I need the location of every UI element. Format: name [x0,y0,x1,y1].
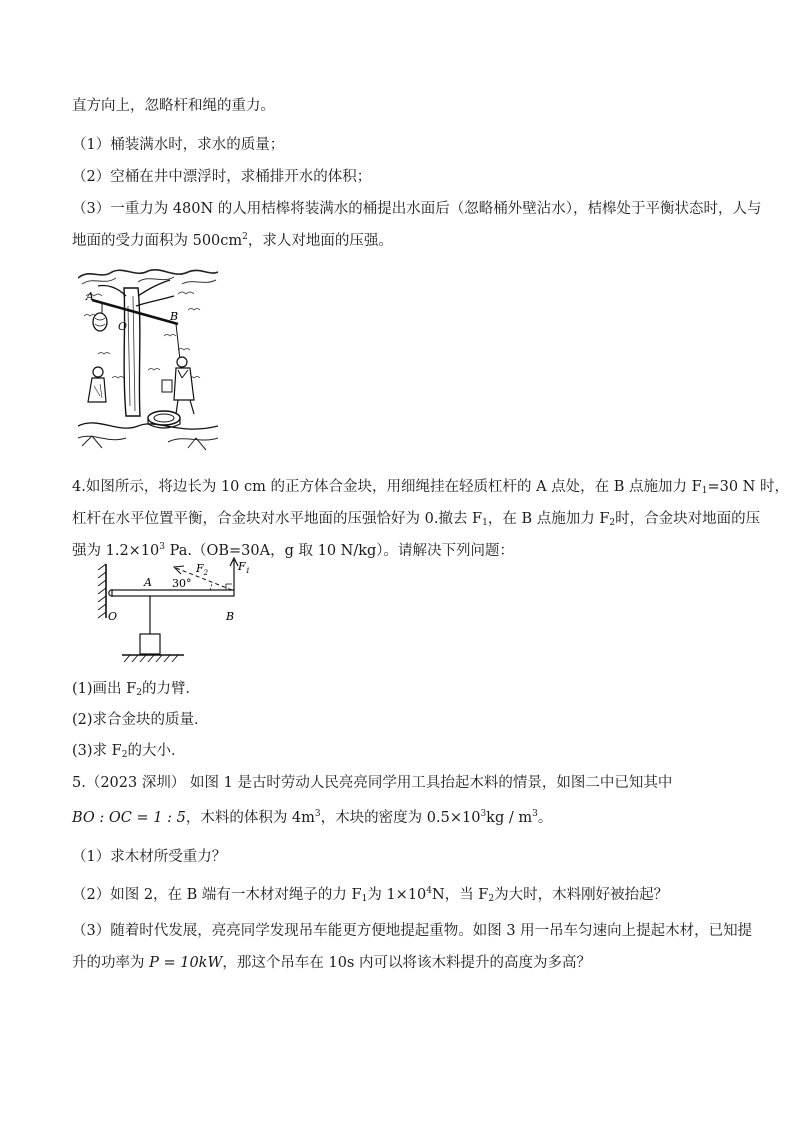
label-B: B [226,610,235,623]
label-A: A [86,290,94,303]
label-O: O [118,320,128,333]
p4-line-3: 强为 $1.2\times 10^3$ Pa.（OB=30A，g 取 10 N/kg）。请解决下列问题： [72,542,515,559]
p3-question-1: （1）桶装满水时，求水的质量； [72,137,285,153]
p3-question-2: （2）空桶在井中漂浮时，求桶排开水的体积； [72,169,372,185]
p4-sub-question-1: (1)画出 $F_2$的力臂． [72,681,200,698]
p5-question-1: （1）求木材所受重力？ [72,849,227,865]
p5-question-2: （2）如图 2，在 B 端有一木材对绳子的力 $F_1$为 $1\times 10^4N$，当 $F_2$为大时，木料刚好被抬起？ [72,886,669,904]
p5-question-3b: 升的功率为 P = 10kW，那这个吊车在 10s 内可以将该木料提升的高度为多高？ [72,955,591,971]
p5-question-3a: （3）随着时代发展，亮亮同学发现吊车能更方便地提起重物。如图 3 用一吊车匀速向上提起木材，已知提 [72,923,753,939]
p5-line-1: 5.（2023 深圳） 如图 1 是古时劳动人民亮亮同学用工具抬起木料的情景，如图二中已知其中 [72,775,673,791]
label-B: B [170,310,179,323]
p5-line-2: BO : OC = 1 : 5，木料的体积为 $4m^3$，木块的密度为 $0.5\times 10^3kg / m^3$。 [72,809,553,826]
lever-diagram [92,556,262,666]
label-O: O [108,610,118,623]
label-angle: 30° [172,577,192,590]
label-F2: $F_2$ [196,562,209,577]
p3-question-3b: 地面的受力面积为 $500cm^2$，求人对地面的压强。 [72,232,393,249]
p4-sub-question-3: (3)求 $F_2$的大小． [72,743,186,760]
p4-line-1: 4.如图所示，将边长为 10 cm 的正方体合金块，用细绳挂在轻质杠杆的 A 点处，在 B 点施加力 $F_1=30$ N 时， [72,479,789,496]
p3-intro-line: 直方向上，忽略杆和绳的重力。 [72,98,275,114]
p3-question-3a: （3）一重力为 480N 的人用桔槔将装满水的桶提出水面后（忽略桶外壁沾水），桔槔处于平衡状态时，人与 [72,201,762,217]
well-sweep-illustration [78,266,218,451]
p4-line-2: 杠杆在水平位置平衡，合金块对水平地面的压强恰好为 0.撤去 $F_1$，在 B 点施加力 $F_2$时，合金块对地面的压 [72,511,761,528]
p4-sub-question-2: (2)求合金块的质量． [72,712,209,728]
label-A: A [144,576,152,589]
label-F1: $F_1$ [238,560,251,575]
